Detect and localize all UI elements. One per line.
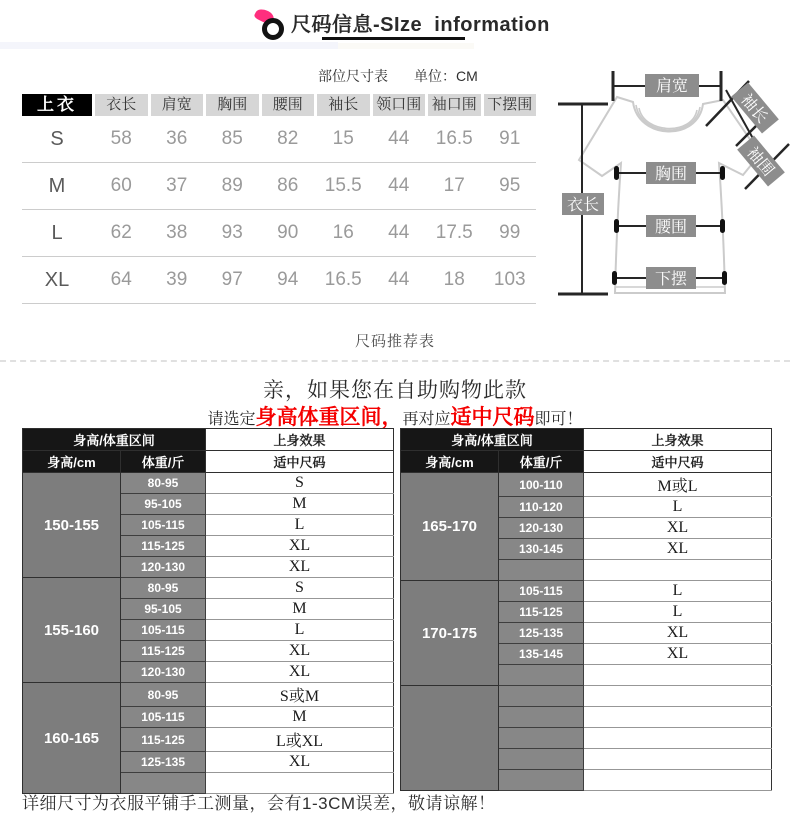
svg-text:下摆: 下摆	[654, 271, 688, 288]
size-value-cell: 85	[221, 128, 243, 149]
fit-size-cell: L	[206, 515, 394, 536]
rec-header-row	[23, 451, 394, 473]
size-table-row	[22, 257, 536, 304]
dashed-separator	[0, 360, 790, 362]
size-label-cell: L	[51, 222, 63, 244]
size-value-cell: 15.5	[324, 175, 362, 196]
size-value-cell: 91	[499, 128, 521, 149]
size-value-cell: 38	[166, 222, 188, 243]
rec-data-row	[401, 581, 772, 602]
title-underline	[322, 37, 465, 40]
brand-logo-icon	[258, 10, 282, 36]
fit-size-cell: XL	[206, 752, 394, 773]
size-value-cell: 86	[277, 175, 299, 196]
fit-size-cell	[584, 770, 772, 791]
garment-length-label	[562, 193, 604, 215]
weight-range-cell: 125-135	[121, 752, 206, 773]
weight-range-cell: 120-130	[121, 557, 206, 578]
size-value-cell: 58	[110, 128, 132, 149]
size-table-column-header: 下摆围	[484, 94, 537, 116]
svg-text:肩宽: 肩宽	[655, 78, 689, 95]
size-table-column-header: 腰围	[262, 94, 315, 116]
rec-data-row	[23, 473, 394, 494]
size-table-header-row	[22, 94, 536, 116]
weight-range-cell	[499, 560, 584, 581]
fit-size-cell: XL	[206, 557, 394, 578]
weight-range-cell: 120-130	[121, 662, 206, 683]
size-value-cell: 99	[499, 222, 521, 243]
size-value-cell: 89	[221, 175, 243, 196]
fit-size-cell: XL	[584, 539, 772, 560]
fit-size-cell: S或M	[206, 683, 394, 707]
recommendation-caption: 尺码推荐表	[354, 333, 435, 350]
fit-size-cell	[584, 686, 772, 707]
rec-data-row	[23, 578, 394, 599]
size-value-cell: 94	[277, 269, 299, 290]
rec-header-group: 身高/体重区间	[23, 429, 206, 451]
weight-range-cell: 105-115	[121, 515, 206, 536]
size-value-cell: 44	[388, 128, 410, 149]
weight-range-cell	[499, 665, 584, 686]
size-value-cell: 62	[110, 222, 132, 243]
rec-header-weight: 体重/斤	[121, 451, 206, 473]
weight-range-cell: 125-135	[499, 623, 584, 644]
weight-range-cell: 110-120	[499, 497, 584, 518]
fit-size-cell	[584, 707, 772, 728]
page-title: 尺码信息-SIze information	[291, 14, 550, 36]
size-value-cell: 17.5	[435, 222, 473, 243]
fit-size-cell: M	[206, 599, 394, 620]
tshirt-measurement-diagram	[538, 56, 790, 310]
weight-range-cell: 80-95	[121, 578, 206, 599]
tshirt-outline	[579, 97, 760, 293]
size-value-cell: 93	[221, 222, 243, 243]
size-value-cell: 16.5	[435, 128, 473, 149]
size-table-row	[22, 163, 536, 210]
fit-size-cell	[584, 728, 772, 749]
rec-header-effect: 上身效果	[206, 429, 394, 451]
size-label-cell: M	[48, 175, 66, 197]
fit-size-cell: L	[584, 602, 772, 623]
size-table-caption	[318, 66, 478, 86]
size-value-cell: 16	[332, 222, 354, 243]
fit-size-cell: S	[206, 578, 394, 599]
size-value-cell: 16.5	[324, 269, 362, 290]
size-value-cell: 15	[332, 128, 354, 149]
intro-line1: 亲，如果您在自助购物此款	[263, 379, 527, 402]
rec-header-group: 身高/体重区间	[401, 429, 584, 451]
intro-part: 即可！	[534, 411, 583, 428]
weight-range-cell: 135-145	[499, 644, 584, 665]
weight-range-cell: 105-115	[499, 581, 584, 602]
weight-range-cell: 120-130	[499, 518, 584, 539]
weight-range-cell: 115-125	[121, 536, 206, 557]
fit-size-cell: XL	[206, 641, 394, 662]
size-value-cell: 39	[166, 269, 188, 290]
weight-range-cell: 130-145	[499, 539, 584, 560]
intro-line2	[0, 401, 790, 431]
size-table-unit: 单位：CM	[414, 68, 478, 84]
rec-data-row	[401, 686, 772, 707]
rec-data-row	[401, 473, 772, 497]
size-value-cell: 44	[388, 269, 410, 290]
weight-range-cell: 95-105	[121, 494, 206, 515]
svg-text:腰围: 腰围	[654, 219, 688, 236]
svg-text:袖围: 袖围	[743, 144, 777, 180]
rec-header-height: 身高/cm	[401, 451, 499, 473]
ring-icon	[262, 18, 284, 40]
fit-size-cell	[584, 749, 772, 770]
intro-part: 请选定	[207, 411, 256, 428]
height-range-cell: 150-155	[23, 473, 121, 578]
weight-range-cell: 95-105	[121, 599, 206, 620]
size-table-column-header: 胸围	[206, 94, 259, 116]
size-table-column-header: 袖长	[317, 94, 370, 116]
size-table-column-header: 衣长	[95, 94, 148, 116]
weight-range-cell: 115-125	[499, 602, 584, 623]
fit-size-cell: L	[584, 581, 772, 602]
size-label-cell: S	[50, 128, 64, 150]
fit-size-cell: S	[206, 473, 394, 494]
svg-text:袖长: 袖长	[737, 91, 771, 127]
size-value-cell: 36	[166, 128, 188, 149]
size-value-cell: 37	[166, 175, 188, 196]
weight-range-cell	[499, 770, 584, 791]
fit-size-cell: XL	[206, 536, 394, 557]
fit-size-cell: XL	[584, 644, 772, 665]
size-value-cell: 103	[493, 269, 526, 290]
height-range-cell: 165-170	[401, 473, 499, 581]
size-table-body	[22, 116, 536, 304]
recommendation-table-left-mount	[22, 428, 394, 794]
rec-header-row	[23, 429, 394, 451]
decor-strip	[338, 43, 474, 49]
size-table-corner-header: 上衣	[22, 94, 92, 116]
rec-header-row	[401, 429, 772, 451]
height-range-cell: 155-160	[23, 578, 121, 683]
size-table-column-header: 领口围	[373, 94, 426, 116]
decor-strip	[0, 42, 338, 49]
height-range-cell: 160-165	[23, 683, 121, 794]
rec-header-height: 身高/cm	[23, 451, 121, 473]
weight-range-cell	[499, 686, 584, 707]
rec-header-effect: 上身效果	[584, 429, 772, 451]
weight-range-cell: 115-125	[121, 728, 206, 752]
recommendation-table	[400, 428, 772, 791]
height-range-cell	[401, 686, 499, 791]
size-table-column-header: 肩宽	[151, 94, 204, 116]
size-table-row	[22, 210, 536, 257]
fit-size-cell	[584, 560, 772, 581]
height-range-cell: 170-175	[401, 581, 499, 686]
fit-size-cell	[584, 665, 772, 686]
weight-range-cell	[499, 707, 584, 728]
size-label-cell: XL	[44, 269, 70, 291]
size-value-cell: 18	[443, 269, 465, 290]
weight-range-cell	[499, 728, 584, 749]
weight-range-cell: 80-95	[121, 473, 206, 494]
fit-size-cell: M或L	[584, 473, 772, 497]
svg-text:衣长: 衣长	[566, 197, 600, 214]
size-value-cell: 64	[110, 269, 132, 290]
size-table-caption-text: 部位尺寸表	[318, 68, 388, 84]
rec-header-weight: 体重/斤	[499, 451, 584, 473]
size-value-cell: 90	[277, 222, 299, 243]
weight-range-cell: 100-110	[499, 473, 584, 497]
fit-size-cell: M	[206, 707, 394, 728]
bust-label	[646, 162, 696, 184]
rec-header-row	[401, 451, 772, 473]
weight-range-cell: 105-115	[121, 620, 206, 641]
svg-text:胸围: 胸围	[654, 166, 688, 183]
intro-highlight: 适中尺码	[450, 406, 535, 429]
waist-label	[646, 215, 696, 237]
fit-size-cell: XL	[584, 623, 772, 644]
size-table-column-header: 袖口围	[428, 94, 481, 116]
footer-note: 详细尺寸为衣服平铺手工测量，会有1-3CM误差，敬请谅解！	[22, 794, 496, 813]
rec-header-size: 适中尺码	[584, 451, 772, 473]
rec-header-size: 适中尺码	[206, 451, 394, 473]
fit-size-cell: L	[584, 497, 772, 518]
title-row	[258, 8, 550, 37]
size-value-cell: 44	[388, 175, 410, 196]
fit-size-cell: XL	[584, 518, 772, 539]
size-value-cell: 82	[277, 128, 299, 149]
fit-size-cell: L或XL	[206, 728, 394, 752]
recommendation-table-right-mount	[400, 428, 772, 791]
fit-size-cell: L	[206, 620, 394, 641]
size-value-cell: 95	[499, 175, 521, 196]
intro-highlight: 身高体重区间，	[255, 406, 403, 429]
size-value-cell: 97	[221, 269, 243, 290]
hem-label	[646, 267, 696, 289]
rec-data-row	[23, 683, 394, 707]
size-value-cell: 44	[388, 222, 410, 243]
weight-range-cell: 105-115	[121, 707, 206, 728]
weight-range-cell: 115-125	[121, 641, 206, 662]
fit-size-cell: M	[206, 494, 394, 515]
weight-range-cell: 80-95	[121, 683, 206, 707]
size-value-cell: 60	[110, 175, 132, 196]
intro-part: 再对应	[402, 411, 451, 428]
size-value-cell: 17	[443, 175, 465, 196]
weight-range-cell	[499, 749, 584, 770]
recommendation-table	[22, 428, 394, 794]
fit-size-cell: XL	[206, 662, 394, 683]
size-measurements-table	[22, 94, 536, 304]
shoulder-label	[645, 74, 699, 97]
size-table-row	[22, 116, 536, 163]
